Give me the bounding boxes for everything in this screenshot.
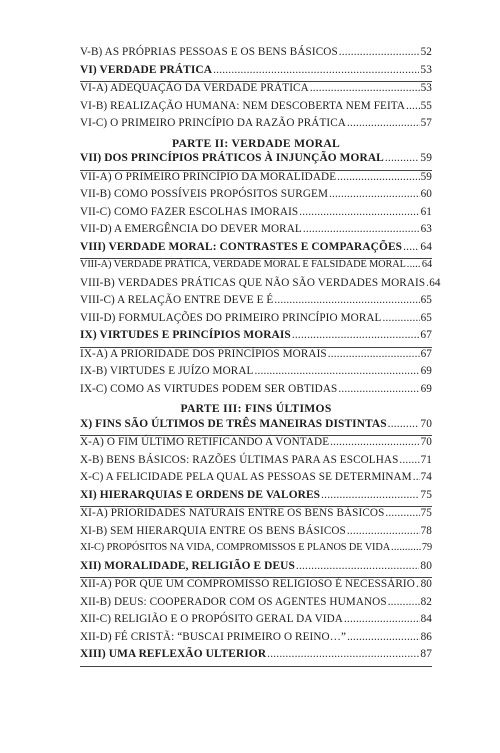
- dot-leader: [330, 436, 419, 448]
- toc-section-entry[interactable]: [80, 348, 432, 366]
- entry-title: XII-B) DEUS: COOPERADOR COM OS AGENTES HUMANOS: [80, 595, 387, 608]
- toc-chapter-entry[interactable]: [80, 329, 432, 348]
- dot-leader: [407, 259, 421, 270]
- entry-title: XI-C) PROPÓSITOS NA VIDA, COMPROMISSOS E PLANOS DE VIDA: [80, 542, 391, 553]
- entry-page-number: 71: [420, 453, 432, 466]
- dot-leader: [321, 489, 419, 501]
- entry-title: VIII-A) VERDADE PRÁTICA, VERDADE MORAL E FALSIDADE MORAL: [80, 259, 406, 270]
- entry-page-number: 70: [420, 417, 432, 430]
- toc-section-entry[interactable]: [80, 312, 432, 330]
- toc-chapter-entry[interactable]: [80, 64, 432, 83]
- entry-title: IX-C) COMO AS VIRTUDES PODEM SER OBTIDAS: [80, 382, 338, 395]
- entry-page-number: 55: [420, 99, 432, 112]
- toc-section-entry[interactable]: [80, 294, 432, 312]
- entry-page-number: 82: [420, 595, 432, 608]
- entry-page-number: 69: [420, 382, 432, 395]
- dot-leader: [344, 613, 420, 625]
- entry-title: XII-A) POR QUE UM COMPROMISSO RELIGIOSO É NECESSÁRIO: [80, 578, 415, 590]
- entry-page-number: 75: [420, 488, 432, 501]
- entry-title: VIII-D) FORMULAÇÕES DO PRIMEIRO PRINCÍPIO MORAL: [80, 311, 382, 324]
- toc-section-entry[interactable]: [80, 117, 432, 135]
- entry-title: IX-A) A PRIORIDADE DOS PRINCÍPIOS MORAIS: [80, 347, 327, 360]
- dot-leader: [310, 82, 420, 94]
- entry-page-number: 69: [420, 365, 432, 377]
- toc-section-entry[interactable]: [80, 46, 432, 64]
- entry-title: XI-B) SEM HIERARQUIA ENTRE OS BENS BÁSICOS: [80, 524, 346, 537]
- entry-page-number: 64: [421, 259, 432, 270]
- dot-leader: [385, 152, 420, 164]
- entry-page-number: 80: [420, 559, 432, 572]
- entry-title: XI) HIERARQUIAS E ORDENS DE VALORES: [80, 488, 321, 501]
- dot-leader: [388, 596, 420, 608]
- entry-page-number: 53: [420, 63, 432, 76]
- toc-chapter-entry[interactable]: [80, 152, 432, 171]
- entry-page-number: 57: [420, 117, 432, 129]
- entry-title: VII-B) COMO POSSÍVEIS PROPÓSITOS SURGEM: [80, 188, 328, 200]
- toc-section-entry[interactable]: [80, 454, 432, 472]
- entry-title: X-C) A FELICIDADE PELA QUAL AS PESSOAS SE DETERMINAM: [80, 471, 412, 483]
- entry-title: XIII) UMA REFLEXÃO ULTERIOR: [80, 648, 267, 660]
- entry-page-number: 52: [420, 46, 432, 58]
- dot-leader: [267, 648, 419, 660]
- entry-page-number: 84: [420, 613, 432, 625]
- toc-section-entry[interactable]: [80, 436, 432, 454]
- entry-title: VIII) VERDADE MORAL: CONTRASTES E COMPARAÇÕES: [80, 240, 403, 253]
- dot-leader: [385, 507, 419, 519]
- entry-page-number: 74: [420, 471, 432, 483]
- toc-chapter-entry[interactable]: [80, 648, 432, 667]
- toc-section-entry[interactable]: [80, 542, 432, 560]
- dot-leader: [426, 277, 428, 289]
- part-heading: PARTE III: FINS ÚLTIMOS: [180, 402, 332, 415]
- entry-page-number: 65: [420, 294, 432, 306]
- toc-section-entry[interactable]: [80, 596, 432, 614]
- dot-leader: [388, 418, 420, 430]
- entry-page-number: 65: [420, 311, 432, 324]
- toc-chapter-entry[interactable]: [80, 489, 432, 508]
- entry-page-number: 87: [420, 648, 432, 660]
- dot-leader: [329, 188, 420, 200]
- entry-title: IX-B) VIRTUDES E JUÍZO MORAL: [80, 365, 254, 377]
- dot-leader: [347, 525, 420, 537]
- dot-leader: [391, 542, 421, 553]
- entry-title: VI-B) REALIZAÇÃO HUMANA: NEM DESCOBERTA NEM FEITA: [80, 99, 405, 112]
- toc-section-entry[interactable]: [80, 206, 432, 224]
- dot-leader: [383, 312, 420, 324]
- dot-leader: [403, 241, 419, 253]
- entry-page-number: 60: [420, 188, 432, 200]
- dot-leader: [406, 100, 420, 112]
- entry-page-number: 67: [420, 329, 432, 341]
- toc-section-entry[interactable]: [80, 613, 432, 631]
- dot-leader: [254, 365, 419, 377]
- dot-leader: [296, 560, 420, 572]
- entry-page-number: 80: [420, 578, 432, 590]
- entry-title: VII) DOS PRINCÍPIOS PRÁTICOS À INJUNÇÃO MORAL: [80, 152, 384, 164]
- toc-section-entry[interactable]: [80, 171, 432, 189]
- entry-title: V-B) AS PRÓPRIAS PESSOAS E OS BENS BÁSICOS: [80, 46, 338, 58]
- entry-title: VI) VERDADE PRÁTICA: [80, 63, 213, 76]
- entry-title: X-A) O FIM ÚLTIMO RETIFICANDO A VONTADE: [80, 436, 330, 448]
- dot-leader: [347, 631, 420, 643]
- entry-title: VII-A) O PRIMEIRO PRINCÍPIO DA MORALIDADE: [80, 170, 337, 183]
- toc-section-entry[interactable]: [80, 100, 432, 118]
- entry-page-number: 59: [420, 152, 432, 164]
- entry-page-number: 64: [420, 240, 432, 253]
- entry-title: XII-D) FÉ CRISTÃ: “BUSCAI PRIMEIRO O REINO…”: [80, 630, 347, 643]
- toc-section-entry[interactable]: [80, 259, 432, 277]
- toc-section-entry[interactable]: [80, 365, 432, 383]
- entry-title: XII-C) RELIGIÃO E O PROPÓSITO GERAL DA VIDA: [80, 613, 343, 625]
- entry-title: VII-D) A EMERGÊNCIA DO DEVER MORAL: [80, 223, 302, 235]
- toc-section-entry[interactable]: [80, 188, 432, 206]
- dot-leader: [339, 46, 420, 58]
- entry-title: VIII-B) VERDADES PRÁTICAS QUE NÃO SÃO VERDADES MORAIS: [80, 276, 426, 289]
- dot-leader: [213, 64, 419, 76]
- dot-leader: [338, 383, 419, 395]
- entry-page-number: 63: [420, 223, 432, 235]
- entry-title: VI-A) ADEQUAÇÃO DA VERDADE PRÁTICA: [80, 82, 309, 94]
- toc-section-entry[interactable]: [80, 276, 441, 295]
- dot-leader: [399, 454, 419, 466]
- toc-section-entry[interactable]: [80, 383, 432, 401]
- entry-title: X) FINS SÃO ÚLTIMOS DE TRÊS MANEIRAS DISTINTAS: [80, 417, 387, 430]
- dot-leader: [299, 206, 419, 218]
- entry-page-number: 61: [420, 205, 432, 218]
- dot-leader: [416, 578, 420, 590]
- entry-page-number: 67: [420, 347, 432, 360]
- dot-leader: [347, 117, 420, 129]
- toc-chapter-entry[interactable]: [80, 418, 432, 437]
- entry-page-number: 53: [420, 82, 432, 94]
- entry-title: XI-A) PRIORIDADES NATURAIS ENTRE OS BENS BÁSICOS: [80, 507, 385, 519]
- entry-title: VIII-C) A RELAÇÃO ENTRE DEVE E É: [80, 294, 274, 306]
- toc-section-entry[interactable]: [80, 223, 432, 241]
- toc-chapter-entry[interactable]: [80, 241, 432, 260]
- toc-section-entry[interactable]: [80, 507, 432, 525]
- entry-page-number: 64: [429, 276, 441, 289]
- entry-page-number: 70: [420, 436, 432, 448]
- toc-section-entry[interactable]: [80, 631, 432, 649]
- entry-page-number: 86: [420, 630, 432, 643]
- dot-leader: [328, 348, 420, 360]
- dot-leader: [413, 471, 420, 483]
- part-heading: PARTE II: VERDADE MORAL: [171, 136, 341, 150]
- entry-page-number: 75: [420, 507, 432, 519]
- toc-section-entry[interactable]: [80, 471, 432, 489]
- entry-title: VI-C) O PRIMEIRO PRINCÍPIO DA RAZÃO PRÁTICA: [80, 117, 346, 129]
- entry-page-number: 78: [420, 524, 432, 537]
- dot-leader: [337, 171, 419, 183]
- toc-chapter-entry[interactable]: [80, 560, 432, 579]
- table-of-contents: [80, 46, 441, 667]
- entry-title: VII-C) COMO FAZER ESCOLHAS IMORAIS: [80, 205, 299, 218]
- entry-title: XII) MORALIDADE, RELIGIÃO E DEUS: [80, 559, 295, 572]
- toc-section-entry[interactable]: [80, 82, 432, 100]
- dot-leader: [274, 294, 419, 306]
- toc-section-entry[interactable]: [80, 525, 432, 543]
- entry-page-number: 79: [421, 542, 432, 553]
- toc-section-entry[interactable]: [80, 578, 432, 596]
- entry-title: X-B) BENS BÁSICOS: RAZÕES ÚLTIMAS PARA AS ESCOLHAS: [80, 453, 399, 466]
- entry-page-number: 59: [420, 170, 432, 183]
- dot-leader: [292, 329, 420, 341]
- entry-title: IX) VIRTUDES E PRINCÍPIOS MORAIS: [80, 329, 291, 341]
- dot-leader: [303, 223, 420, 235]
